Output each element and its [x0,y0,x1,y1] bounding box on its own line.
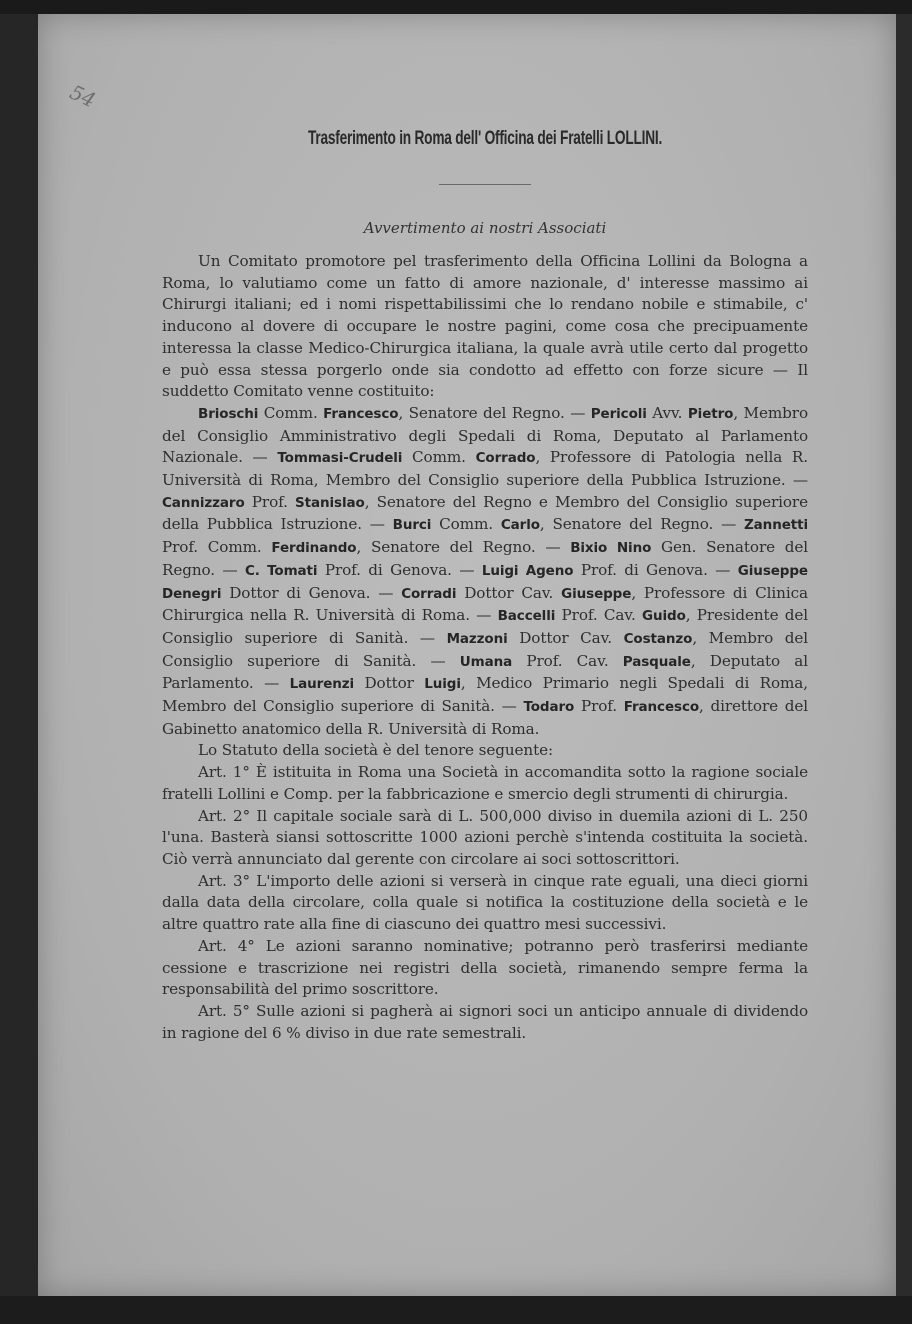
member-role: Senatore del Regno e Membro del Consiglio superiore della Pubblica Istruzione. [162,492,808,534]
member-title: Comm. [258,403,324,422]
title-divider [439,184,531,185]
member-role: direttore del Gabinetto anatomico della R. Università di Roma. [162,697,808,738]
statute-article: Art. 5° Sulle azioni si pagherà ai signori soci un anticipo annuale di dividendo in ragione del 6 % diviso in due rate semestrali. [162,1001,808,1042]
member-title: Dottor [221,583,287,602]
committee-list [162,403,808,741]
member-title: Prof. Cav. [555,606,642,625]
committee-member: — Cannizzaro Prof. Stanislao, Senatore del Regno e Membro del Consiglio superiore della Pubblica Istruzione. [162,471,808,534]
member-title: Prof. Cav. [512,651,623,670]
member-given-name: Francesco [623,699,700,716]
member-title: Dottor [354,674,425,693]
committee-member: — Todaro Prof. Francesco, direttore del Gabinetto anatomico della R. Università di Roma. [162,697,808,738]
member-name: Pericoli [590,405,647,422]
member-title: Dottor Cav. [507,628,624,647]
scan-border-left [0,0,40,1324]
member-name: Cannizzaro [162,494,245,511]
scan-border-top [0,0,912,14]
member-role: Senatore del Regno. [552,515,714,534]
member-title: Prof. Comm. [162,538,272,557]
member-role: di Genova. [286,583,371,602]
member-title: Avv. [646,403,688,422]
member-name: C. Tomati [244,562,318,579]
member-given-name: Pietro [687,405,734,422]
member-title: Prof. [574,697,624,716]
member-name: Brioschi [198,405,259,422]
document-content [162,120,808,1044]
member-title: Gen. [651,538,707,557]
member-given-name: Pasquale [622,653,691,670]
committee-member: — Zannetti Prof. Comm. Ferdinando, Senatore del Regno. [162,515,808,557]
member-role: Senatore del Regno. [370,538,536,557]
member-name: Laurenzi [289,676,355,693]
articles-list [162,762,808,1044]
member-role: di Genova. [624,560,708,579]
committee-member: — Mazzoni Dottor Cav. Costanzo, Membro del Consiglio superiore di Sanità. [162,628,808,670]
member-name: Zannetti [743,517,808,534]
member-given-name: Luigi [424,676,461,693]
committee-member: — Luigi Ageno Prof. di Genova. [451,560,708,579]
member-role: di Genova. [368,560,452,579]
member-name: Tommasi-Crudeli [277,450,403,467]
member-name: Todaro [523,699,575,716]
statute-article: Art. 4° Le azioni saranno nominative; potranno però trasferirsi mediante cessione e trascrizione nei registri della società, rimanendo sempre ferma la responsabilità del primo soscrittore. [162,936,808,999]
member-role: Professore di Patologia nella R. Università di Roma, Membro del Consiglio superiore della Pubblica Istruzione. [162,448,808,490]
member-role: Presidente del Consiglio superiore di Sanità. [162,606,808,647]
member-given-name: Giuseppe [561,585,632,602]
committee-member: — Tommasi-Crudeli Comm. Corrado, Professore di Patologia nella R. Università di Roma, Membro del Consiglio superiore della Pubblica Istruzione. [162,448,808,490]
member-role: Senatore del Regno. [408,403,565,422]
member-name: Umana [459,653,513,670]
committee-member: — Burci Comm. Carlo, Senatore del Regno. [361,515,714,534]
section-subtitle: Avvertimento ai nostri Associati [363,219,607,237]
member-given-name: Carlo [500,517,540,534]
member-name: Baccelli [497,608,556,625]
member-given-name: Francesco [323,405,399,422]
member-role: Medico Primario negli Spedali di Roma, Membro del Consiglio superiore di Sanità. [162,674,808,716]
member-title: Comm. [402,448,476,467]
intro-paragraph: Un Comitato promotore pel trasferimento della Officina Lollini da Bologna a Roma, lo valutiamo come un fatto di amore nazionale, d' interesse massimo ai Chirurgi italiani; ed i nomi rispettabilissimi che lo rendano nobile e stimabile, c' inducono al dovere di occupare le nostre pagini, come cosa che precipuamente interessa la classe Medico-Chirurgica italiana, la quale avrà utile certo dal progetto e può essa stessa porgerlo onde sia condotto ad effetto con forze sicure — Il suddetto Comitato venne costituito: [162,252,808,401]
page-number-handwritten: 54 [66,79,100,113]
statute-article: Art. 2° Il capitale sociale sarà di L. 500,000 diviso in duemila azioni di L. 250 l'una. Basterà siansi sottoscritte 1000 azioni perchè s'intenda costituita la società. Ciò verrà annunciato dal gerente con circolare ai soci sottoscrittori. [162,806,808,868]
member-role: Professore di Clinica Chirurgica nella R. Università di Roma. [162,583,808,625]
member-title: Comm. [431,515,501,534]
scan-border-bottom [0,1296,912,1324]
member-given-name: Stanislao [295,494,365,511]
committee-member: — Bixio Nino Gen. Senatore del Regno. [162,538,808,579]
member-given-name: Corrado [475,450,536,467]
statute-article: Art. 1° È istituita in Roma una Società in accomandita sotto la ragione sociale fratelli Lollini e Comp. per la fabbricazione e smercio degli strumenti di chirurgia. [162,763,808,803]
statute-intro: Lo Statuto della società è del tenore seguente: [198,741,554,760]
statute-article: Art. 3° L'importo delle azioni si verserà in cinque rate eguali, una dieci giorni dalla data della circolare, colla quale si notifica la costituzione della società e le altre quattro rate alla fine di ciascuno dei quattro mesi successivi. [162,871,808,934]
member-title: Prof. [244,492,296,511]
member-role: Membro del Consiglio Amministrativo degli Spedali di Roma, Deputato al Parlamento Nazionale. [162,403,808,467]
member-given-name: Guido [641,608,686,625]
committee-member: Brioschi Comm. Francesco, Senatore del Regno. [198,403,565,422]
committee-member: — Giuseppe Denegri Dottor di Genova. [162,560,808,602]
committee-member: — Baccelli Prof. Cav. Guido, Presidente del Consiglio superiore di Sanità. [162,606,808,647]
member-name: Giuseppe Denegri [162,562,808,602]
member-title: Prof. [573,560,625,579]
member-role: Senatore del Regno. [162,538,808,579]
committee-member: — Laurenzi Dottor Luigi, Medico Primario negli Spedali di Roma, Membro del Consiglio superiore di Sanità. [162,674,808,716]
member-name: Luigi Ageno [481,562,574,579]
member-given-name: Costanzo [623,630,693,647]
committee-member: — Umana Prof. Cav. Pasquale, Deputato al Parlamento. [162,651,809,693]
committee-member: — C. Tomati Prof. di Genova. [215,560,452,579]
member-role: Membro del Consiglio superiore di Sanità. [162,628,808,670]
member-given-name: Ferdinando [271,540,357,557]
committee-member: — Corradi Dottor Cav. Giuseppe, Professore di Clinica Chirurgica nella R. Università di Roma. [162,583,808,625]
page-title: Trasferimento in Roma dell' Officina dei Fratelli LOLLINI. [307,128,663,149]
member-name: Bixio Nino [570,540,652,557]
member-name: Mazzoni [446,630,508,647]
member-name: Burci [392,517,432,534]
member-name: Corradi [401,585,457,602]
committee-member: — Pericoli Avv. Pietro, Membro del Consiglio Amministrativo degli Spedali di Roma, Deputato al Parlamento Nazionale. [162,403,808,467]
member-title: Dottor Cav. [456,583,562,602]
member-role: Deputato al Parlamento. [162,651,809,693]
member-title: Prof. [317,560,369,579]
